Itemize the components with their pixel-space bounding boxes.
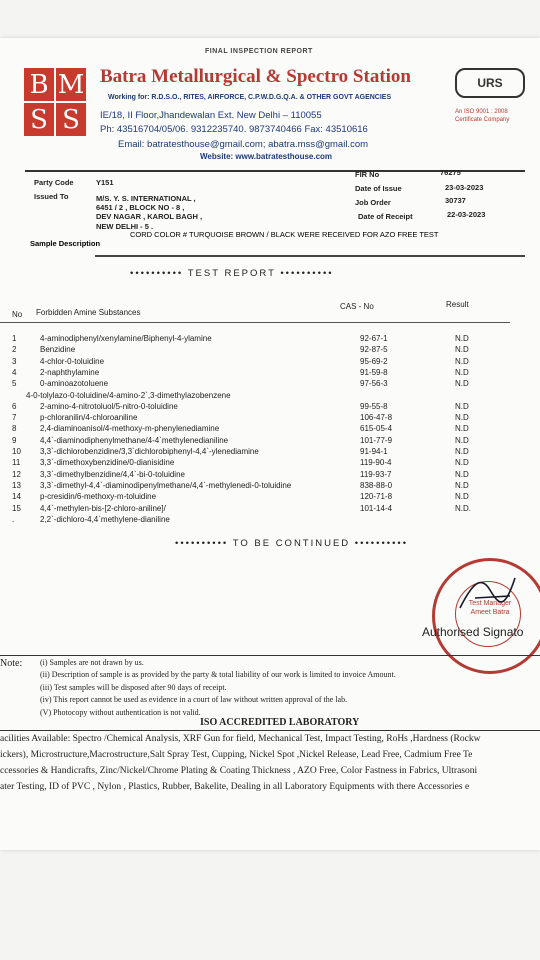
authorised-signatory: Authorised Signato	[422, 625, 524, 639]
facilities-divider	[0, 730, 540, 731]
substance-name: 2,2`-dichloro-4,4`methylene-dianiline	[40, 514, 170, 524]
logo-letter: B	[24, 68, 54, 101]
issued-to-line: 6451 / 2 , BLOCK NO - 8 ,	[96, 203, 185, 212]
row-number: 7	[12, 413, 17, 423]
row-number: .	[12, 514, 15, 524]
party-code-value: Y151	[96, 178, 114, 187]
table-row	[0, 447, 540, 458]
stamp-text-line: Test Manager	[468, 600, 512, 607]
company-website: Website: www.batratesthouse.com	[200, 152, 333, 161]
fir-label: FIR No	[355, 170, 380, 179]
stamp-text-line: Ameet Batra	[470, 609, 510, 616]
continued-label: •••••••••• TO BE CONTINUED ••••••••••	[175, 538, 409, 549]
substance-name: 4,4`-methylen-bis-[2-chloro-aniline]/	[40, 503, 166, 513]
test-report-title: •••••••••• TEST REPORT ••••••••••	[130, 268, 334, 279]
result-value: N.D	[455, 345, 469, 355]
fir-value: 76275	[440, 168, 461, 177]
sample-description-value: CORD COLOR # TURQUOISE BROWN / BLACK WERE RECEIVED FOR AZO FREE TEST	[130, 230, 439, 239]
cas-number: 120-71-8	[360, 492, 393, 502]
result-value: N.D	[455, 435, 469, 445]
result-value: N.D	[455, 401, 469, 411]
table-row	[0, 334, 540, 345]
table-row	[0, 391, 540, 402]
issued-to-line: DEV NAGAR , KAROL BAGH ,	[96, 212, 203, 221]
facilities-line: ccessories & Handicrafts, Zinc/Nickel/Chrome Plating & Coating Thickness , AZO Free, Color Fastness in Fabrics, Ultrasoni	[0, 766, 478, 776]
result-value: N.D	[455, 424, 469, 434]
certification-badge: URS	[455, 68, 525, 98]
result-value: N.D	[455, 367, 469, 377]
table-row	[0, 458, 540, 469]
facilities-line: acilities Available: Spectro /Chemical Analysis, XRF Gun for field, Mechanical Test, Impact Testing, RoHs ,Hardness (Rockw	[0, 734, 481, 744]
company-address: IE/18, II Floor,Jhandewalan Ext. New Delhi – 110055	[100, 110, 322, 121]
logo-letter: S	[56, 103, 86, 136]
facilities-line: ickers), Microstructure,Macrostructure,Salt Spray Test, Cupping, Nickel Spot ,Nickel Release, Lead Free, Cadmium Free Te	[0, 750, 473, 760]
cas-number: 119-93-7	[360, 469, 392, 479]
signature-graphic	[455, 568, 525, 618]
table-row	[0, 413, 540, 424]
iso-certificate-text: An ISO 9001 : 2008 Certificate Company	[455, 109, 510, 123]
cas-number: 106-47-8	[360, 413, 393, 423]
substance-name: 2-amino-4-nitrotoluol/5-nitro-0-toluidine	[40, 401, 178, 411]
result-value: N.D	[455, 413, 469, 423]
note-item: (i) Samples are not drawn by us.	[40, 658, 144, 667]
table-row	[0, 515, 540, 526]
row-number: 10	[12, 447, 21, 456]
substance-name: p-chloranilin/4-chloroaniline	[40, 413, 138, 423]
table-row	[0, 357, 540, 368]
substance-name: 4-0-tolylazo-0-toluidine/4-amino-2`,3-dimethylazobenzene	[26, 390, 231, 400]
substance-name: p-cresidin/6-methoxy-m-toluidine	[40, 492, 157, 502]
substance-name: 4,4`-diaminodiphenylmethane/4-4`methylenedianiline	[40, 435, 229, 445]
table-row	[0, 470, 540, 481]
result-value: N.D	[455, 492, 469, 502]
section-divider	[95, 255, 525, 257]
row-number: 14	[12, 492, 21, 502]
receipt-date-value: 22-03-2023	[447, 210, 486, 219]
issued-to-line: M/S. Y. S. INTERNATIONAL ,	[96, 194, 196, 203]
column-header-result: Result	[446, 300, 469, 309]
table-row	[0, 379, 540, 390]
party-code-label: Party Code	[34, 178, 74, 187]
cas-number: 615-05-4	[360, 424, 393, 434]
facilities-line: ater Testing, ID of PVC , Nylon , Plastics, Rubber, Bakelite, Dealing in all Laboratory Equipments with there Accessories e	[0, 782, 470, 792]
job-order-value: 30737	[445, 196, 466, 205]
cas-number: 101-77-9	[360, 435, 393, 445]
company-logo	[24, 68, 86, 136]
row-number: 6	[12, 401, 17, 411]
substance-name: 2-naphthylamine	[40, 367, 100, 377]
result-value: N.D.	[455, 503, 471, 513]
row-number: 13	[12, 480, 21, 490]
row-number: 1	[12, 334, 17, 343]
cas-number: 95-69-2	[360, 356, 388, 366]
row-number: 15	[12, 503, 21, 513]
company-name: Batra Metallurgical & Spectro Station	[100, 66, 411, 87]
table-row	[0, 402, 540, 413]
result-value: N.D	[455, 447, 469, 456]
column-header-cas: CAS - No	[340, 302, 374, 311]
cas-number: 838-88-0	[360, 480, 393, 490]
substance-name: Benzidine	[40, 345, 76, 355]
column-header-no: No	[12, 310, 23, 319]
report-paper	[0, 38, 540, 850]
row-number: 2	[12, 345, 17, 355]
cas-number: 101-14-4	[360, 503, 393, 513]
company-phone: Ph: 43516704/05/06. 9312235740. 9873740466 Fax: 43510616	[100, 124, 368, 135]
result-value: N.D	[455, 356, 469, 366]
issue-date-value: 23-03-2023	[445, 183, 484, 192]
issued-to-line: NEW DELHI - 5 .	[96, 222, 154, 231]
working-for: Working for: R.D.S.O., RITES, AIRFORCE, C.P.W.D.G.Q.A. & OTHER GOVT AGENCIES	[108, 94, 392, 101]
table-row	[0, 504, 540, 515]
cas-number: 91-94-1	[360, 447, 388, 456]
substance-name: 4-aminodiphenyl/xenylamine/Biphenyl-4-ylamine	[40, 334, 212, 343]
note-item: (ii) Description of sample is as provided by the party & total liability of our work is limited to invoice Amount.	[40, 670, 396, 679]
result-value: N.D	[455, 469, 469, 479]
row-number: 5	[12, 379, 17, 389]
logo-letter: S	[24, 103, 54, 136]
result-value: N.D	[455, 379, 469, 389]
notes-label: Note:	[0, 658, 23, 669]
substance-name: 3,3`-dimethylbenzidine/4,4`-bi-0-toluidine	[40, 469, 185, 479]
substance-name: 3,3`-dichlorobenzidine/3,3`dichlorobiphenyl-4,4`-ylenediamine	[40, 447, 259, 456]
cas-number: 119-90-4	[360, 458, 392, 468]
issue-date-label: Date of Issue	[355, 184, 402, 193]
note-item: (V) Photocopy without authentication is not valid.	[40, 708, 201, 717]
cas-number: 92-67-1	[360, 334, 388, 343]
sample-description-label: Sample Description	[30, 239, 101, 248]
issued-to-label: Issued To	[34, 192, 69, 201]
logo-letter: M	[57, 69, 85, 100]
table-header-divider	[0, 322, 510, 323]
result-value: N.D	[455, 480, 469, 490]
table-row	[0, 368, 540, 379]
row-number: 3	[12, 356, 17, 366]
table-row	[0, 436, 540, 447]
result-value: N.D	[455, 458, 469, 468]
company-email: Email: batratesthouse@gmail.com; abatra.mss@gmail.com	[118, 139, 369, 150]
job-order-label: Job Order	[355, 198, 391, 207]
table-row	[0, 481, 540, 492]
table-row	[0, 492, 540, 503]
substance-name: 4-chlor-0-toluidine	[40, 356, 105, 366]
row-number: 9	[12, 435, 17, 445]
cas-number: 99-55-8	[360, 401, 388, 411]
note-item: (iv) This report cannot be used as evidence in a court of law without written approval of the lab.	[40, 695, 348, 704]
row-number: 4	[12, 367, 17, 377]
cas-number: 92-87-5	[360, 345, 388, 355]
cas-number: 91-59-8	[360, 367, 388, 377]
substance-name: 3,3`-dimethyl-4,4`-diaminodipenylmethane/4,4`-methylenedi-0-toluidine	[40, 480, 292, 490]
row-number: 8	[12, 424, 17, 434]
substance-name: 2,4-diaminoanisol/4-methoxy-m-phenylenediamine	[40, 424, 220, 434]
table-row	[0, 345, 540, 356]
row-number: 12	[12, 469, 21, 479]
substance-name: 3,3`-dimethoxybenzidine/0-dianisidine	[40, 458, 175, 468]
iso-accredited-label: ISO ACCREDITED LABORATORY	[200, 717, 360, 728]
result-value: N.D	[455, 334, 469, 343]
table-row	[0, 424, 540, 435]
note-item: (iii) Test samples will be disposed after 90 days of receipt.	[40, 683, 227, 692]
column-header-substance: Forbidden Amine Substances	[36, 308, 141, 317]
substance-name: 0-aminoazotoluene	[40, 379, 109, 389]
receipt-date-label: Date of Receipt	[358, 212, 413, 221]
cas-number: 97-56-3	[360, 379, 388, 389]
row-number: 11	[12, 458, 21, 468]
report-top-label: FINAL INSPECTION REPORT	[205, 48, 313, 55]
notes-divider	[0, 655, 540, 656]
